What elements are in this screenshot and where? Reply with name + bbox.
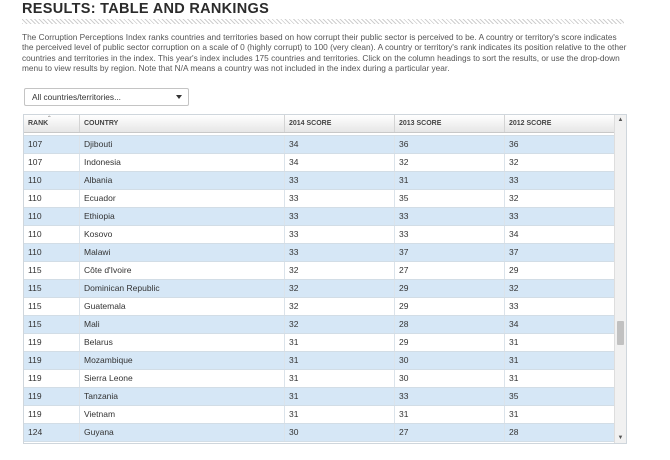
country-cell: Ecuador <box>79 190 284 207</box>
score-2012-cell: 33 <box>504 172 614 189</box>
column-header-2012-score[interactable]: 2012 SCORE <box>504 115 614 132</box>
rank-cell: 119 <box>28 409 42 419</box>
score-2013-cell: 29 <box>394 334 504 351</box>
score-2013-cell: 30 <box>394 370 504 387</box>
rank-cell: 110 <box>28 229 42 239</box>
score-2014-cell: 32 <box>284 262 394 279</box>
region-dropdown-value: All countries/territories... <box>32 92 121 102</box>
score-2013-cell: 35 <box>394 190 504 207</box>
rank-cell: 110 <box>28 211 42 221</box>
score-2014-cell: 32 <box>284 298 394 315</box>
score-2013-cell: 32 <box>394 154 504 171</box>
score-2014-cell: 31 <box>284 334 394 351</box>
column-header-2014-score[interactable]: 2014 SCORE <box>284 115 394 132</box>
score-2012-cell: 28 <box>504 424 614 441</box>
scrollbar-thumb[interactable] <box>617 321 624 345</box>
rank-cell: 119 <box>28 373 42 383</box>
rank-cell: 107 <box>28 157 43 167</box>
score-2012-cell: 35 <box>504 388 614 405</box>
score-2013-cell: 27 <box>394 262 504 279</box>
table-row[interactable] <box>24 352 614 370</box>
table-body <box>24 132 614 443</box>
score-2013-cell: 33 <box>394 388 504 405</box>
score-2014-cell: 34 <box>284 136 394 153</box>
score-2014-cell: 31 <box>284 370 394 387</box>
score-2013-cell: 27 <box>394 424 504 441</box>
score-2014-cell: 31 <box>284 388 394 405</box>
rank-cell: 110 <box>28 193 42 203</box>
country-cell: Tanzania <box>79 388 284 405</box>
country-cell: Guatemala <box>79 298 284 315</box>
table-row[interactable] <box>24 280 614 298</box>
table-row[interactable] <box>24 262 614 280</box>
intro-text: The Corruption Perceptions Index ranks countries and territories based on how corrupt their public sector is perceived to be. A country or territory's score indicates the perceived level of public sector corruption on a scale of 0 (highly corrupt) to 100 (very clean). A country or territory's rank indicates its position relative to the other countries and territories in the index. This year's index includes 175 countries and territories. Click on the column headings to sort the results, or use the drop-down menu to view results by region. Note that N/A means a country was not included in the index during a particular year. <box>22 32 627 73</box>
score-2014-cell: 33 <box>284 190 394 207</box>
score-2012-cell: 37 <box>504 244 614 261</box>
score-2012-cell: 32 <box>504 154 614 171</box>
table-row[interactable] <box>24 388 614 406</box>
rank-cell: 119 <box>28 337 42 347</box>
rank-cell: 115 <box>28 319 42 329</box>
country-cell: Mozambique <box>79 352 284 369</box>
score-2014-cell: 33 <box>284 226 394 243</box>
page-title: RESULTS: TABLE AND RANKINGS <box>22 1 270 17</box>
column-header-country[interactable]: COUNTRY <box>79 115 284 132</box>
table-row[interactable] <box>24 136 614 154</box>
score-2013-cell: 28 <box>394 316 504 333</box>
rank-cell: 119 <box>28 355 42 365</box>
country-cell: Côte d'Ivoire <box>79 262 284 279</box>
score-2014-cell: 34 <box>284 154 394 171</box>
score-2013-cell: 36 <box>394 136 504 153</box>
rankings-table <box>23 114 627 444</box>
table-row[interactable] <box>24 370 614 388</box>
rank-cell: 119 <box>28 391 42 401</box>
column-header-2013-score[interactable]: 2013 SCORE <box>394 115 504 132</box>
region-dropdown[interactable] <box>24 88 189 106</box>
score-2012-cell: 31 <box>504 370 614 387</box>
country-cell: Ethiopia <box>79 208 284 225</box>
score-2012-cell: 32 <box>504 190 614 207</box>
score-2014-cell: 33 <box>284 244 394 261</box>
rank-cell: 110 <box>28 247 42 257</box>
country-cell: Djibouti <box>79 136 284 153</box>
rank-cell: 115 <box>28 283 42 293</box>
score-2012-cell: 31 <box>504 334 614 351</box>
rank-cell: 110 <box>28 175 42 185</box>
arrow-down-icon[interactable]: ▼ <box>617 435 624 441</box>
country-cell: Vietnam <box>79 406 284 423</box>
score-2014-cell: 32 <box>284 316 394 333</box>
score-2013-cell: 33 <box>394 208 504 225</box>
table-row[interactable] <box>24 424 614 442</box>
rank-cell: 124 <box>28 427 43 437</box>
table-scrollbar[interactable] <box>614 115 626 443</box>
score-2012-cell: 36 <box>504 136 614 153</box>
country-cell: Albania <box>79 172 284 189</box>
title-divider <box>22 19 624 24</box>
score-2012-cell: 33 <box>504 208 614 225</box>
score-2012-cell: 34 <box>504 316 614 333</box>
table-row[interactable] <box>24 406 614 424</box>
score-2013-cell: 33 <box>394 226 504 243</box>
sort-ascending-icon: ˆ <box>48 115 51 124</box>
score-2014-cell: 30 <box>284 424 394 441</box>
score-2012-cell: 29 <box>504 262 614 279</box>
country-cell: Mali <box>79 316 284 333</box>
country-cell: Indonesia <box>79 154 284 171</box>
table-row[interactable] <box>24 244 614 262</box>
score-2012-cell: 31 <box>504 352 614 369</box>
country-cell: Sierra Leone <box>79 370 284 387</box>
table-row[interactable] <box>24 298 614 316</box>
column-header-rank[interactable]: RANK ˆ <box>24 115 79 132</box>
table-row[interactable] <box>24 208 614 226</box>
table-header <box>24 115 614 133</box>
score-2014-cell: 31 <box>284 406 394 423</box>
score-2013-cell: 30 <box>394 352 504 369</box>
table-row[interactable] <box>24 172 614 190</box>
score-2013-cell: 29 <box>394 298 504 315</box>
score-2014-cell: 32 <box>284 280 394 297</box>
country-cell: Kosovo <box>79 226 284 243</box>
score-2013-cell: 31 <box>394 172 504 189</box>
score-2012-cell: 31 <box>504 406 614 423</box>
country-cell: Malawi <box>79 244 284 261</box>
table-row[interactable] <box>24 226 614 244</box>
score-2014-cell: 31 <box>284 352 394 369</box>
country-cell: Guyana <box>79 424 284 441</box>
rank-cell: 115 <box>28 301 42 311</box>
score-2012-cell: 33 <box>504 298 614 315</box>
score-2013-cell: 37 <box>394 244 504 261</box>
score-2013-cell: 31 <box>394 406 504 423</box>
score-2012-cell: 32 <box>504 280 614 297</box>
table-row[interactable] <box>24 154 614 172</box>
rank-cell: 115 <box>28 265 42 275</box>
chevron-down-icon <box>176 95 182 99</box>
table-row[interactable] <box>24 334 614 352</box>
country-cell: Dominican Republic <box>79 280 284 297</box>
rank-cell: 107 <box>28 139 43 149</box>
score-2014-cell: 33 <box>284 208 394 225</box>
arrow-up-icon[interactable]: ▲ <box>617 117 624 123</box>
score-2014-cell: 33 <box>284 172 394 189</box>
table-row[interactable] <box>24 190 614 208</box>
score-2013-cell: 29 <box>394 280 504 297</box>
table-row[interactable] <box>24 316 614 334</box>
score-2012-cell: 34 <box>504 226 614 243</box>
country-cell: Belarus <box>79 334 284 351</box>
